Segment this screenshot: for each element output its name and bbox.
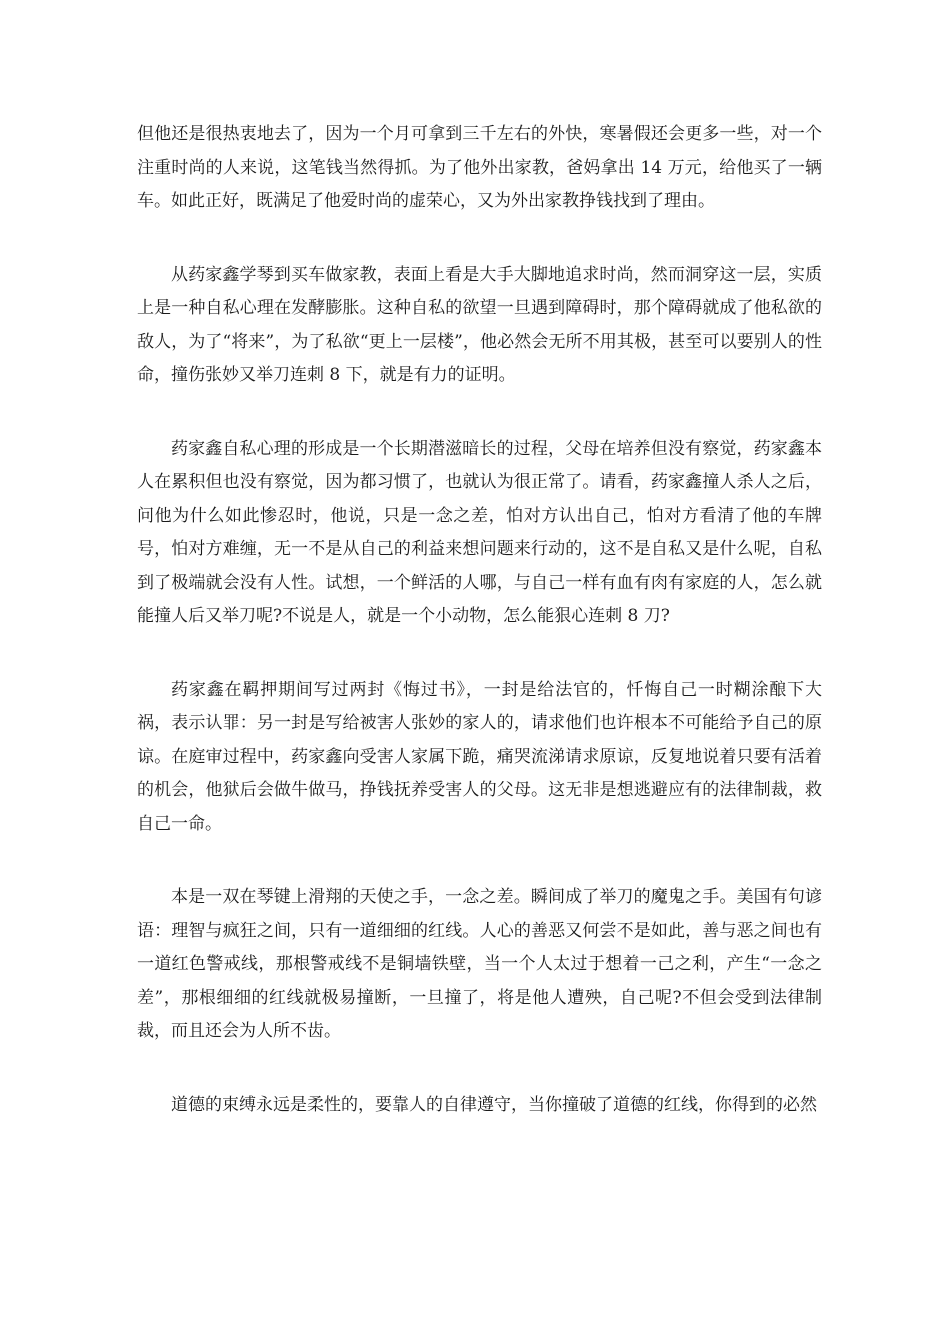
paragraph-6: 道德的束缚永远是柔性的，要靠人的自律遵守，当你撞破了道德的红线，你得到的必然 xyxy=(171,1094,817,1115)
paragraph-3: 药家鑫自私心理的形成是一个长期潜滋暗长的过程，父母在培养但没有察觉，药家鑫本人在累积但也没有察觉，因为都习惯了，也就认为很正常了。请看，药家鑫撞人杀人之后，问他为什么如此惨忍时，他说，只是一念之差，怕对方认出自己，怕对方看清了他的车牌号，怕对方难缠，无一不是从自己的利益来想问题来行动的，这不是自私又是什么呢，自私到了极端就会没有人性。试想，一个鲜活的人哪，与自己一样有血有肉有家庭的人，怎么就能撞人后又举刀呢?不说是人，就是一个小动物，怎么能狠心连刺 8 刀? xyxy=(137,438,822,626)
paragraph-2: 从药家鑫学琴到买车做家教，表面上看是大手大脚地追求时尚，然而洞穿这一层，实质上是一种自私心理在发酵膨胀。这种自私的欲望一旦遇到障碍时，那个障碍就成了他私欲的敌人，为了“将来”，为了私欲“更上一层楼”，他必然会无所不用其极，甚至可以要别人的性命，撞伤张妙又举刀连刺 8 下，就是有力的证明。 xyxy=(137,264,822,385)
paragraph-1: 但他还是很热衷地去了，因为一个月可拿到三千左右的外快，寒暑假还会更多一些，对一个注重时尚的人来说，这笔钱当然得抓。为了他外出家教，爸妈拿出 14 万元，给他买了一辆车。如此正好，既满足了他爱时尚的虚荣心，又为外出家教挣钱找到了理由。 xyxy=(137,124,822,211)
paragraph-5: 本是一双在琴键上滑翔的天使之手，一念之差。瞬间成了举刀的魔鬼之手。美国有句谚语：理智与疯狂之间，只有一道细细的红线。人心的善恶又何尝不是如此，善与恶之间也有一道红色警戒线，那根警戒线不是铜墙铁壁，当一个人太过于想着一己之利，产生“一念之差”，那根细细的红线就极易撞断，一旦撞了，将是他人遭殃，自己呢?不但会受到法律制裁，而且还会为人所不齿。 xyxy=(137,887,822,1041)
article-body xyxy=(137,118,822,1162)
paragraph-4: 药家鑫在羁押期间写过两封《悔过书》，一封是给法官的，忏悔自己一时糊涂酿下大祸，表示认罪：另一封是写给被害人张妙的家人的，请求他们也许根本不可能给予自己的原谅。在庭审过程中，药家鑫向受害人家属下跪，痛哭流涕请求原谅，反复地说着只要有活着的机会，他狱后会做牛做马，挣钱抚养受害人的父母。这无非是想逃避应有的法律制裁，救自己一命。 xyxy=(137,679,822,834)
